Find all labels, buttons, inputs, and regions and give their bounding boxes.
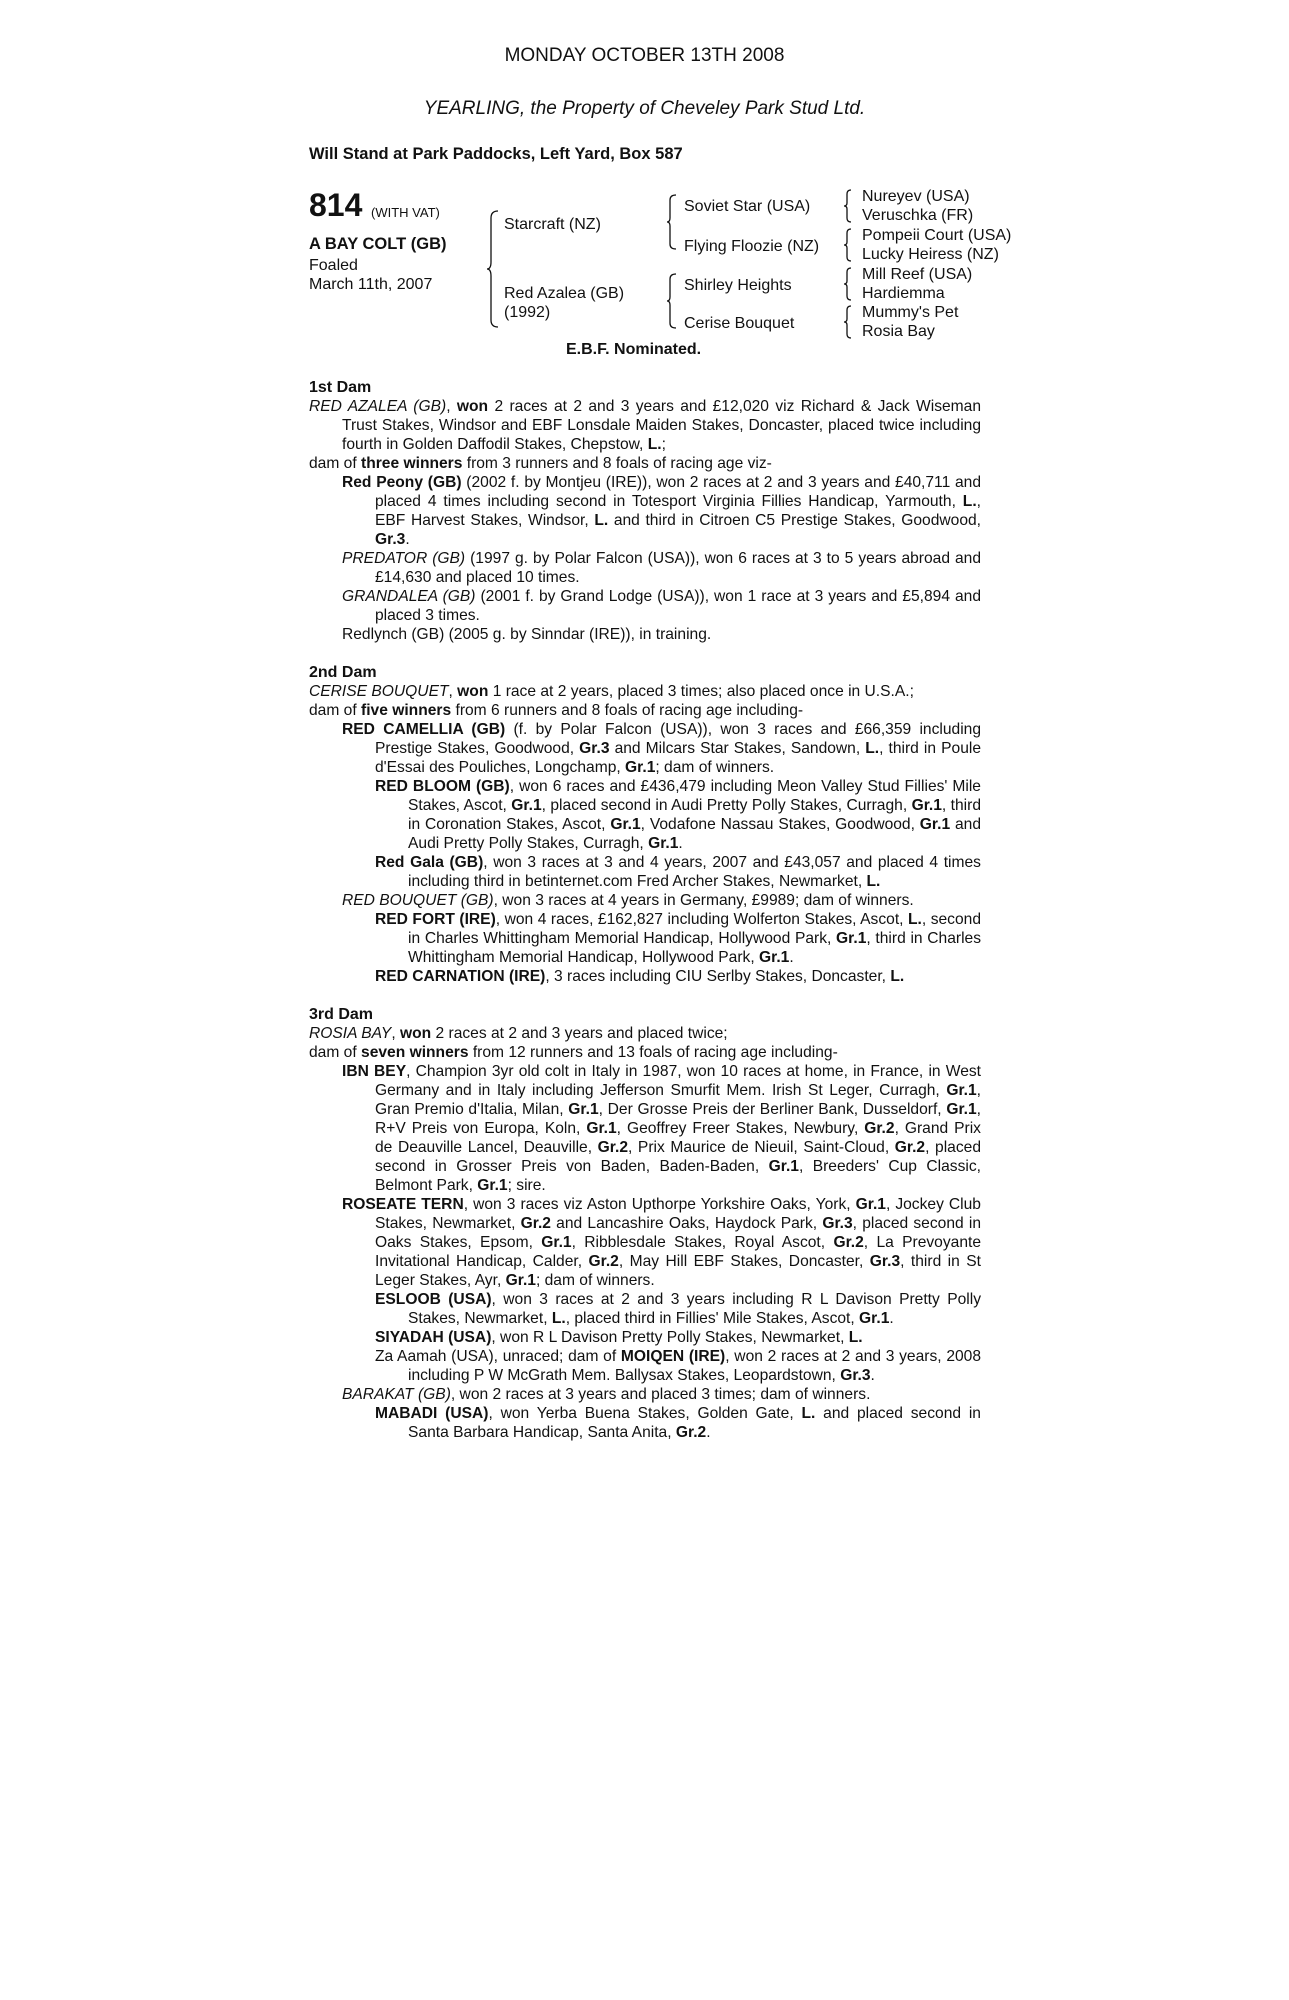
pedigree-brace-g1	[843, 189, 853, 223]
produce-redlynch: Redlynch (GB) (2005 g. by Sinndar (IRE)), in training.	[342, 626, 712, 643]
pedigree-brace-g4	[843, 305, 853, 339]
pedigree-brace-main	[486, 210, 500, 328]
first-dam-record: RED AZALEA (GB), won 2 races at 2 and 3 years and £12,020 viz Richard & Jack Wiseman Trust Stakes, Windsor and EBF Lonsdale Maiden Stakes, Doncaster, placed twice including fourth in Golden Daffodil Stakes, Chepstow, L.;	[309, 398, 981, 453]
produce-esloob: ESLOOB (USA), won 3 races at 2 and 3 years including R L Davison Pretty Polly Stakes, Newmarket, L., placed third in Fillies' Mile Stakes, Ascot, Gr.1.	[375, 1291, 981, 1327]
third-dam-produce-summary: dam of seven winners from 12 runners and 13 foals of racing age including-	[309, 1044, 838, 1061]
produce-siyadah: SIYADAH (USA), won R L Davison Pretty Polly Stakes, Newmarket, L.	[375, 1329, 863, 1346]
pedigree-brace-g2	[843, 228, 853, 262]
third-dam-record: ROSIA BAY, won 2 races at 2 and 3 years and placed twice;	[309, 1025, 728, 1042]
stand-location: Will Stand at Park Paddocks, Left Yard, Box 587	[309, 145, 683, 163]
horse-name: A BAY COLT (GB)	[309, 235, 447, 253]
produce-red-carnation: RED CARNATION (IRE), 3 races including CIU Serlby Stakes, Doncaster, L.	[375, 968, 905, 985]
lot-vat-note: (WITH VAT)	[371, 205, 440, 220]
produce-predator: PREDATOR (GB) (1997 g. by Polar Falcon (USA)), won 6 races at 3 to 5 years abroad and £14,630 and placed 10 times.	[342, 550, 982, 586]
second-dam-record: CERISE BOUQUET, won 1 race at 2 years, placed 3 times; also placed once in U.S.A.;	[309, 683, 914, 700]
pedigree-g3: Pompeii Court (USA)	[862, 227, 1012, 244]
pedigree-dam-sire: Shirley Heights	[684, 277, 792, 294]
first-dam-produce-summary: dam of three winners from 3 runners and 8 foals of racing age viz-	[309, 455, 772, 472]
pedigree-g2: Veruschka (FR)	[862, 207, 974, 224]
catalogue-body	[309, 378, 981, 1442]
produce-red-bloom: RED BLOOM (GB), won 6 races and £436,479 including Meon Valley Stud Fillies' Mile Stakes, Ascot, Gr.1, placed second in Audi Pretty Polly Stakes, Curragh, Gr.1, third in Coronation Stakes, Ascot, Gr.1, Vodafone Nassau Stakes, Goodwood, Gr.1 and Audi Pretty Polly Stakes, Curragh, Gr.1.	[375, 778, 981, 852]
second-dam-produce-summary: dam of five winners from 6 runners and 8 foals of racing age including-	[309, 702, 804, 719]
produce-red-peony: Red Peony (GB) (2002 f. by Montjeu (IRE)), won 2 races at 2 and 3 years and £40,711 and placed 4 times including second in Totesport Virginia Fillies Handicap, Yarmouth, L., EBF Harvest Stakes, Windsor, L. and third in Citroen C5 Prestige Stakes, Goodwood, Gr.3.	[342, 474, 982, 548]
pedigree-dam: Red Azalea (GB)	[504, 285, 625, 302]
sale-date: MONDAY OCTOBER 13TH 2008	[504, 45, 785, 66]
produce-ibn-bey: IBN BEY, Champion 3yr old colt in Italy in 1987, won 10 races at home, in France, in West Germany and in Italy including Jefferson Smurfit Mem. Irish St Leger, Curragh, Gr.1, Gran Premio d'Italia, Milan, Gr.1, Der Grosse Preis der Berliner Bank, Dusseldorf, Gr.1, R+V Preis von Europa, Koln, Gr.1, Geoffrey Freer Stakes, Newbury, Gr.2, Grand Prix de Deauville Lancel, Deauville, Gr.2, Prix Maurice de Nieuil, Saint-Cloud, Gr.2, placed second in Grosser Preis von Baden, Baden-Baden, Gr.1, Breeders' Cup Classic, Belmont Park, Gr.1; sire.	[342, 1063, 981, 1194]
produce-red-gala: Red Gala (GB), won 3 races at 3 and 4 years, 2007 and £43,057 and placed 4 times including third in betinternet.com Fred Archer Stakes, Newmarket, L.	[375, 854, 981, 890]
third-dam-heading: 3rd Dam	[309, 1006, 374, 1023]
pedigree-sire-sire: Soviet Star (USA)	[684, 198, 811, 215]
foaled-label: Foaled	[309, 257, 358, 274]
produce-barakat: BARAKAT (GB), won 2 races at 3 years and placed 3 times; dam of winners.	[342, 1386, 871, 1403]
produce-roseate-tern: ROSEATE TERN, won 3 races viz Aston Upthorpe Yorkshire Oaks, York, Gr.1, Jockey Club Stakes, Newmarket, Gr.2 and Lancashire Oaks, Haydock Park, Gr.3, placed second in Oaks Stakes, Epsom, Gr.1, Ribblesdale Stakes, Royal Ascot, Gr.2, La Prevoyante Invitational Handicap, Calder, Gr.2, May Hill EBF Stakes, Doncaster, Gr.3, third in St Leger Stakes, Ayr, Gr.1; dam of winners.	[342, 1196, 982, 1289]
ebf-nominated: E.B.F. Nominated.	[566, 341, 702, 358]
pedigree-g8: Rosia Bay	[862, 323, 935, 340]
vendor-line: YEARLING, the Property of Cheveley Park Stud Ltd.	[423, 98, 866, 119]
pedigree-g5: Mill Reef (USA)	[862, 266, 973, 283]
first-dam-heading: 1st Dam	[309, 379, 372, 396]
pedigree-dam-year: (1992)	[504, 304, 551, 321]
produce-za-aamah: Za Aamah (USA), unraced; dam of MOIQEN (IRE), won 2 races at 2 and 3 years, 2008 including P W McGrath Mem. Ballysax Stakes, Leopardstown, Gr.3.	[375, 1348, 982, 1384]
produce-red-camellia: RED CAMELLIA (GB) (f. by Polar Falcon (USA)), won 3 races and £66,359 including Prestige Stakes, Goodwood, Gr.3 and Milcars Star Stakes, Sandown, L., third in Poule d'Essai des Pouliches, Longchamp, Gr.1; dam of winners.	[342, 721, 982, 776]
pedigree-g4: Lucky Heiress (NZ)	[862, 246, 999, 263]
foaled-date: March 11th, 2007	[309, 276, 433, 293]
pedigree-g7: Mummy's Pet	[862, 304, 959, 321]
pedigree-g6: Hardiemma	[862, 285, 945, 302]
pedigree-sire-dam: Flying Floozie (NZ)	[684, 238, 820, 255]
produce-red-fort: RED FORT (IRE), won 4 races, £162,827 including Wolferton Stakes, Ascot, L., second in Charles Whittingham Memorial Handicap, Hollywood Park, Gr.1, third in Charles Whittingham Memorial Handicap, Hollywood Park, Gr.1.	[375, 911, 981, 966]
foaled-info	[309, 256, 469, 294]
pedigree-sire: Starcraft (NZ)	[504, 216, 601, 233]
pedigree-brace-g3	[843, 267, 853, 301]
pedigree-brace-sire	[666, 194, 678, 250]
lot-number: 814	[309, 187, 363, 223]
pedigree-brace-dam	[666, 273, 678, 329]
produce-mabadi: MABADI (USA), won Yerba Buena Stakes, Golden Gate, L. and placed second in Santa Barbara Handicap, Santa Anita, Gr.2.	[375, 1405, 981, 1441]
produce-red-bouquet: RED BOUQUET (GB), won 3 races at 4 years in Germany, £9989; dam of winners.	[342, 892, 914, 909]
pedigree-g1: Nureyev (USA)	[862, 188, 970, 205]
produce-grandalea: GRANDALEA (GB) (2001 f. by Grand Lodge (USA)), won 1 race at 3 years and £5,894 and placed 3 times.	[342, 588, 982, 624]
pedigree-dam-dam: Cerise Bouquet	[684, 315, 795, 332]
second-dam-heading: 2nd Dam	[309, 664, 377, 681]
